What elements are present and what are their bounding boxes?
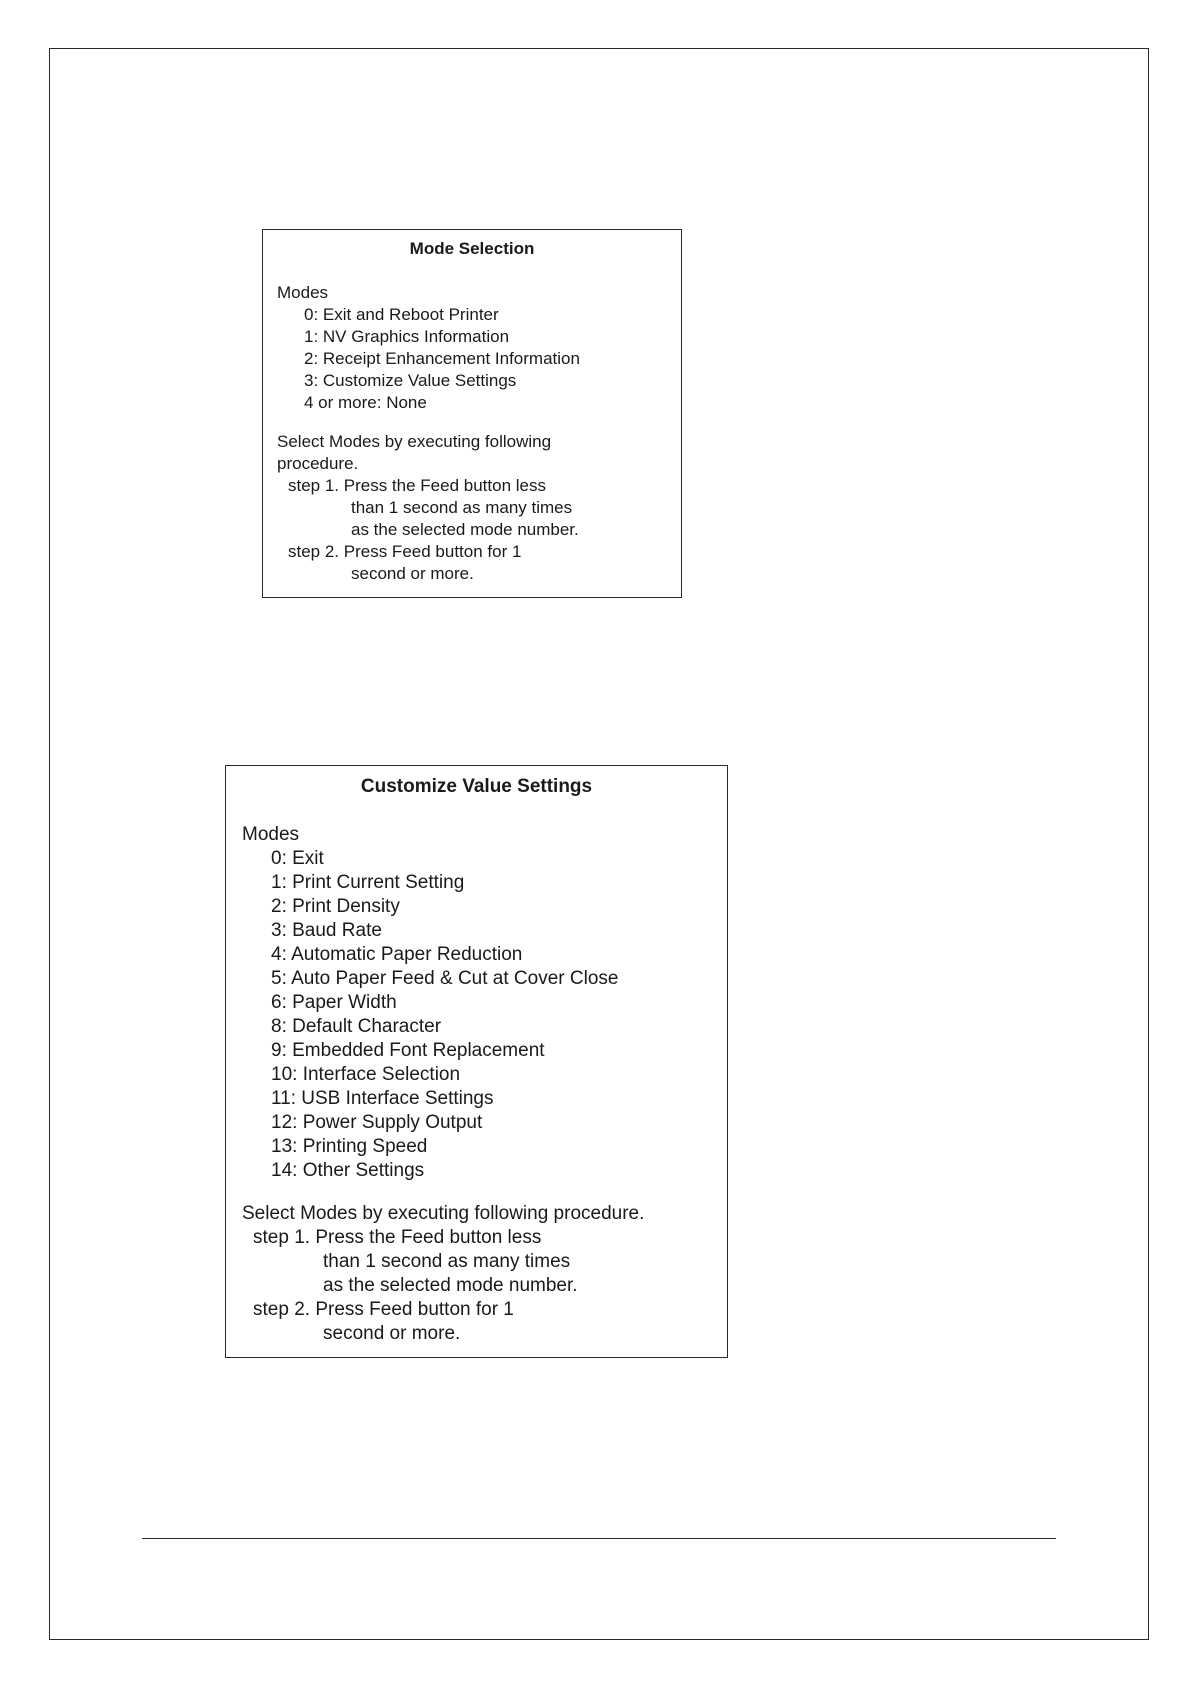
procedure-step: step 2. Press Feed button for 1 — [288, 542, 522, 561]
mode-item: 4 or more: None — [304, 393, 427, 412]
mode-item: 3: Customize Value Settings — [304, 371, 517, 390]
mode-item: 1: Print Current Setting — [271, 872, 465, 893]
customize-value-settings-panel — [225, 765, 728, 1358]
mode-item: 0: Exit and Reboot Printer — [304, 305, 499, 324]
mode-item: 2: Print Density — [271, 896, 400, 917]
footer-divider — [142, 1538, 1056, 1539]
procedure-step: step 1. Press the Feed button less — [288, 476, 546, 495]
procedure-step-continuation: as the selected mode number. — [323, 1275, 578, 1296]
mode-item: 5: Auto Paper Feed & Cut at Cover Close — [271, 968, 619, 989]
procedure-intro: Select Modes by executing following — [277, 432, 552, 451]
mode-item: 11: USB Interface Settings — [271, 1088, 494, 1109]
spacer — [277, 414, 681, 431]
mode-item: 12: Power Supply Output — [271, 1112, 483, 1133]
spacer — [242, 1183, 727, 1202]
procedure-step-continuation: than 1 second as many times — [323, 1251, 571, 1272]
modes-heading: Modes — [277, 283, 329, 302]
mode-selection-title: Mode Selection — [409, 239, 535, 258]
procedure-intro: procedure. — [277, 454, 359, 473]
mode-item: 0: Exit — [271, 848, 324, 869]
procedure-step-continuation: than 1 second as many times — [351, 498, 573, 517]
mode-item: 10: Interface Selection — [271, 1064, 461, 1085]
mode-selection-panel — [262, 229, 682, 598]
procedure-step: step 2. Press Feed button for 1 — [253, 1299, 514, 1320]
mode-item: 6: Paper Width — [271, 992, 397, 1013]
mode-item: 1: NV Graphics Information — [304, 327, 510, 346]
mode-item: 2: Receipt Enhancement Information — [304, 349, 580, 368]
mode-item: 8: Default Character — [271, 1016, 442, 1037]
procedure-step-continuation: second or more. — [351, 564, 474, 583]
customize-value-settings-title: Customize Value Settings — [360, 776, 593, 797]
mode-item: 9: Embedded Font Replacement — [271, 1040, 545, 1061]
mode-item: 13: Printing Speed — [271, 1136, 428, 1157]
modes-heading: Modes — [242, 824, 300, 845]
mode-item: 3: Baud Rate — [271, 920, 382, 941]
procedure-intro: Select Modes by executing following procedure. — [242, 1203, 645, 1224]
mode-item: 4: Automatic Paper Reduction — [271, 944, 523, 965]
procedure-step-continuation: second or more. — [323, 1323, 461, 1344]
procedure-step: step 1. Press the Feed button less — [253, 1227, 542, 1248]
procedure-step-continuation: as the selected mode number. — [351, 520, 579, 539]
mode-item: 14: Other Settings — [271, 1160, 425, 1181]
